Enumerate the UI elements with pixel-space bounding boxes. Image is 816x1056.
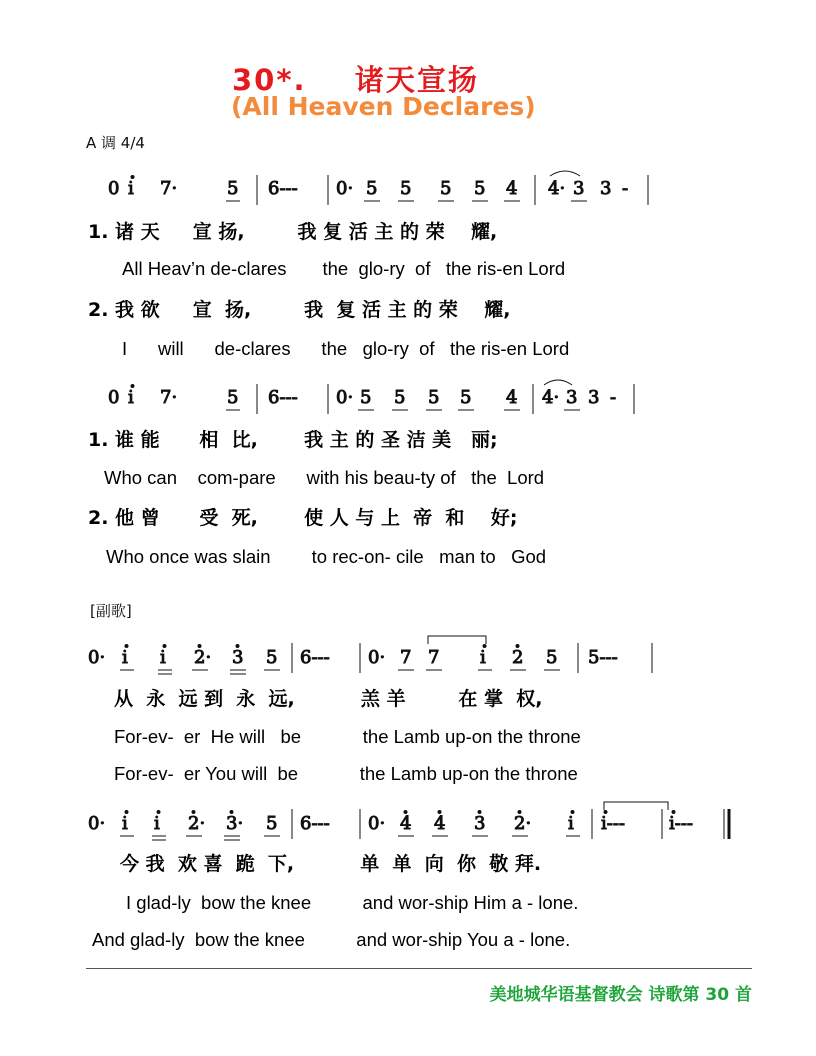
note: 6---	[300, 647, 330, 668]
note: i	[128, 387, 134, 408]
note: 2·	[194, 647, 212, 668]
note: 5	[227, 178, 239, 199]
note: 4·	[542, 387, 560, 408]
note: i---	[669, 813, 694, 834]
notation-line-1	[108, 171, 648, 205]
note: 7·	[160, 387, 178, 408]
lyric-line-en: For-ev- er He will be the Lamb up-on the throne	[114, 726, 581, 747]
note: 4	[400, 813, 412, 834]
high-octave-dot	[571, 811, 574, 814]
high-octave-dot	[131, 176, 134, 179]
lyric-line-en: Who can com-pare with his beau-ty of the Lord	[104, 467, 545, 488]
note: 4·	[548, 178, 566, 199]
lyric-line-en: I will de-clares the glo-ry of the ris-en Lord	[122, 338, 570, 359]
lyric-line-en: I glad-ly bow the knee and wor-ship Him a - lone.	[126, 892, 579, 913]
lyric-line-cn: 2. 我 欲 宣 扬, 我 复 活 主 的 荣 耀,	[88, 299, 511, 321]
note: 3	[474, 813, 486, 834]
note: 5	[360, 387, 372, 408]
lyric-line-en: For-ev- er You will be the Lamb up-on the throne	[114, 763, 578, 784]
note: 3	[600, 178, 612, 199]
note: 6---	[268, 387, 298, 408]
note: i	[160, 647, 166, 668]
high-octave-dot	[478, 811, 481, 814]
note: 2	[512, 647, 524, 668]
lyric-line-cn: 1. 谁 能 相 比, 我 主 的 圣 洁 美 丽;	[88, 429, 498, 451]
note: 3	[232, 647, 244, 668]
note: 0·	[368, 647, 386, 668]
note: 0·	[336, 387, 354, 408]
note: 0	[108, 178, 120, 199]
high-octave-dot	[518, 811, 521, 814]
note: 6---	[268, 178, 298, 199]
high-octave-dot	[483, 645, 486, 648]
chorus-lyrics	[92, 687, 581, 950]
note: i---	[601, 813, 626, 834]
high-octave-dot	[125, 811, 128, 814]
note: 5	[400, 178, 412, 199]
note: 0·	[368, 813, 386, 834]
high-octave-dot	[516, 645, 519, 648]
note: 5	[227, 387, 239, 408]
key-signature: A 调 4/4	[86, 134, 145, 152]
note: 0	[108, 387, 120, 408]
high-octave-dot	[131, 385, 134, 388]
song-title-chinese: 30*. 诸天宣扬	[232, 63, 479, 97]
note: 7	[428, 647, 440, 668]
note: i	[568, 813, 574, 834]
lyric-line-en: All Heav’n de-clares the glo-ry of the ris-en Lord	[122, 258, 566, 279]
lyric-line-cn: 今 我 欢 喜 跪 下, 单 单 向 你 敬 拜.	[120, 853, 542, 875]
high-octave-dot	[236, 645, 239, 648]
lyric-line-cn: 1. 诸 天 宣 扬, 我 复 活 主 的 荣 耀,	[88, 221, 498, 243]
high-octave-dot	[157, 811, 160, 814]
lyric-line-cn: 2. 他 曾 受 死, 使 人 与 上 帝 和 好;	[88, 507, 518, 529]
note: -	[610, 387, 617, 408]
footer-caption: 美地城华语基督教会 诗歌第 30 首	[489, 985, 752, 1005]
note: i	[122, 813, 128, 834]
note: 0·	[336, 178, 354, 199]
note: 7·	[160, 178, 178, 199]
note: 7	[400, 647, 412, 668]
note: 5	[366, 178, 378, 199]
note: 2·	[514, 813, 532, 834]
note: i	[480, 647, 486, 668]
note: 3·	[226, 813, 244, 834]
high-octave-dot	[163, 645, 166, 648]
notation-line-4	[88, 802, 729, 840]
note: 5---	[588, 647, 618, 668]
notation-line-2	[108, 380, 634, 414]
note: i	[154, 813, 160, 834]
high-octave-dot	[404, 811, 407, 814]
note: 5	[394, 387, 406, 408]
note: i	[122, 647, 128, 668]
notation-line-3	[88, 636, 652, 674]
note: 5	[266, 647, 278, 668]
note: 5	[266, 813, 278, 834]
high-octave-dot	[438, 811, 441, 814]
high-octave-dot	[604, 811, 607, 814]
footer-divider	[86, 968, 752, 969]
note: 5	[440, 178, 452, 199]
high-octave-dot	[672, 811, 675, 814]
note: 5	[428, 387, 440, 408]
lyric-line-en: Who once was slain to rec-on- cile man to God	[106, 546, 547, 567]
slur	[544, 380, 572, 385]
note: 3	[566, 387, 578, 408]
note: 0·	[88, 813, 106, 834]
high-octave-dot	[198, 645, 201, 648]
note: i	[128, 178, 134, 199]
note: 4	[434, 813, 446, 834]
high-octave-dot	[192, 811, 195, 814]
note: 3	[573, 178, 585, 199]
note: 2·	[188, 813, 206, 834]
chorus-label: [副歌]	[90, 602, 132, 620]
high-octave-dot	[230, 811, 233, 814]
note: 4	[506, 178, 518, 199]
song-title-english: (All Heaven Declares)	[231, 92, 536, 121]
slur	[550, 171, 580, 176]
lyric-line-cn: 从 永 远 到 永 远, 羔 羊 在 掌 权,	[114, 688, 543, 710]
note: 0·	[88, 647, 106, 668]
tie	[604, 802, 668, 810]
note: 6---	[300, 813, 330, 834]
lyric-line-en: And glad-ly bow the knee and wor-ship You a - lone.	[92, 929, 571, 950]
note: 5	[546, 647, 558, 668]
note: 5	[474, 178, 486, 199]
note: 5	[460, 387, 472, 408]
tie	[428, 636, 486, 644]
note: -	[622, 178, 629, 199]
note: 3	[588, 387, 600, 408]
note: 4	[506, 387, 518, 408]
high-octave-dot	[125, 645, 128, 648]
